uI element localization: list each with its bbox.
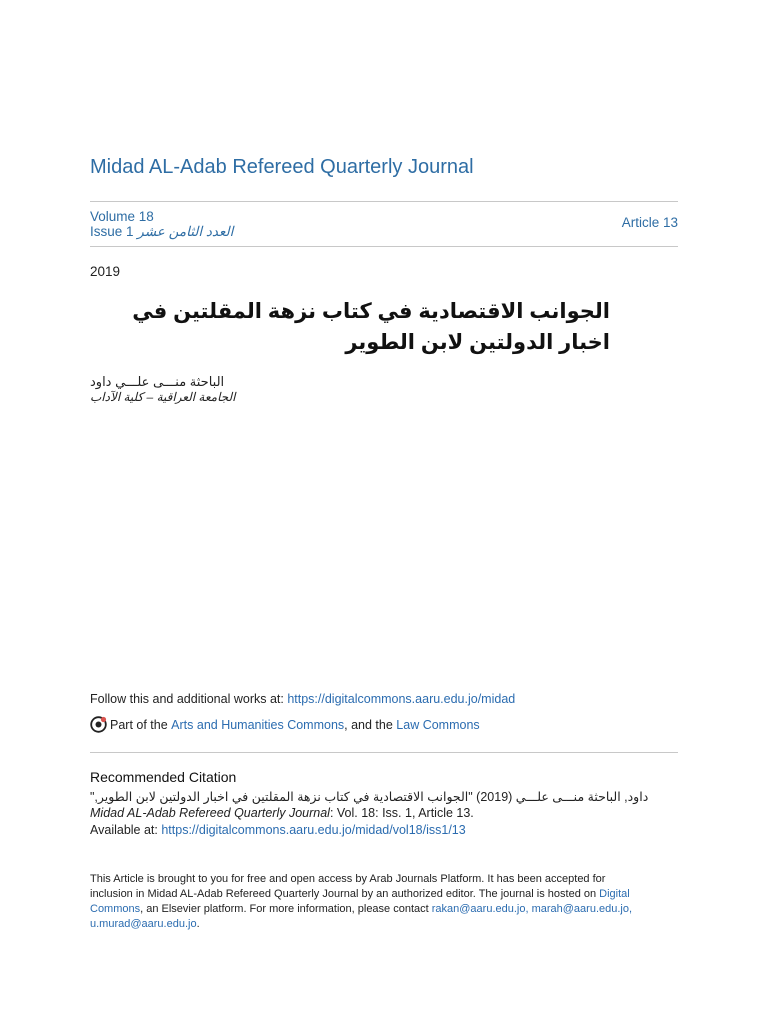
citation-line-1: داود, الباحثة منـــى علـــي (2019) "الجوانب الاقتصادية في كتاب نزهة المقلتين في اخبار الدولتين لابن الطوير," [90, 790, 649, 804]
notice-text-1: This Article is brought to you for free and open access by Arab Journals Platform. It has been accepted for inclusion in Midad AL-Adab Refereed Quarterly Journal by an authorized editor. The journal is hosted on [90, 873, 606, 900]
cover-page [90, 0, 678, 1024]
part-of-prefix: Part of the [110, 717, 168, 732]
article-title: الجوانب الاقتصادية في كتاب نزهة المقلتين في اخبار الدولتين لابن الطوير [132, 300, 610, 354]
journal-title[interactable]: Midad AL-Adab Refereed Quarterly Journal [90, 156, 474, 178]
citation-line-2 [90, 806, 474, 820]
available-url-link[interactable]: https://digitalcommons.aaru.edu.jo/midad/vol18/iss1/13 [161, 823, 466, 837]
divider-mid [90, 246, 678, 247]
contact-emails-link[interactable]: rakan@aaru.edu.jo, marah@aaru.edu.jo, u.murad@aaru.edu.jo [90, 903, 633, 930]
divider-bottom [90, 752, 678, 753]
part-of-line [90, 716, 480, 733]
citation-details: : Vol. 18: Iss. 1, Article 13. [329, 806, 474, 820]
access-notice [90, 872, 650, 932]
divider-top [90, 201, 678, 202]
issue-line[interactable] [90, 224, 233, 239]
digital-commons-link[interactable]: Digital Commons [90, 888, 630, 915]
recommended-citation-heading: Recommended Citation [90, 769, 237, 785]
issue-link[interactable]: Issue 1 [90, 224, 134, 239]
issue-arabic[interactable]: العدد الثامن عشر [137, 224, 234, 239]
citation-journal-name: Midad AL-Adab Refereed Quarterly Journal [90, 806, 330, 820]
follow-line [90, 692, 515, 706]
part-of-middle: , and the [344, 717, 393, 732]
notice-text-3: . [196, 918, 200, 930]
follow-label: Follow this and additional works at: [90, 692, 288, 706]
arts-humanities-commons-link[interactable]: Arts and Humanities Commons [171, 717, 345, 732]
law-commons-link[interactable]: Law Commons [396, 717, 480, 732]
network-logo-icon [90, 716, 107, 733]
citation-line-3 [90, 823, 466, 837]
author-name: الباحثة منـــى علـــي داود [90, 374, 225, 389]
follow-url-link[interactable]: https://digitalcommons.aaru.edu.jo/midad [287, 692, 516, 706]
article-number-link[interactable]: Article 13 [621, 215, 678, 230]
available-label: Available at: [90, 823, 162, 837]
notice-text-2: , an Elsevier platform. For more information, please contact [140, 903, 432, 915]
publication-year: 2019 [90, 264, 121, 279]
volume-issue-block [90, 209, 233, 239]
volume-link[interactable]: Volume 18 [90, 209, 154, 224]
author-affiliation: الجامعة العراقية – كلية الآداب [90, 390, 236, 404]
